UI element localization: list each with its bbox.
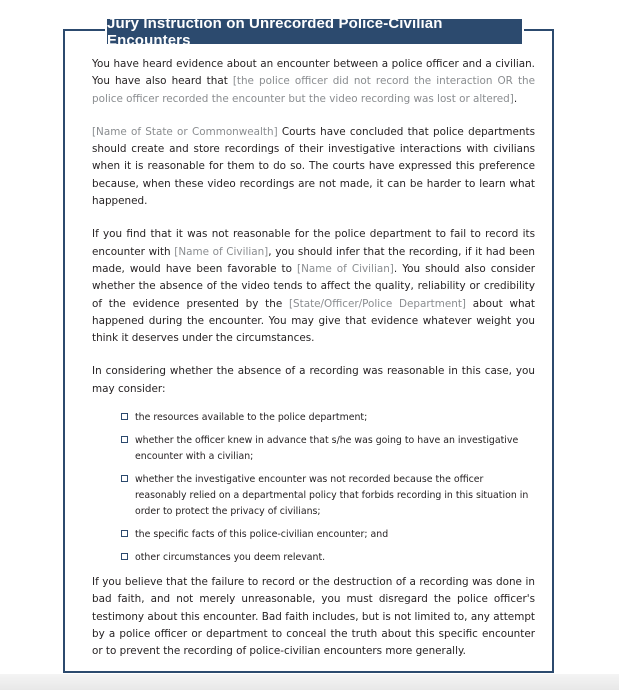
checkbox-icon [121, 413, 128, 420]
instruction-body [92, 56, 535, 661]
checkbox-icon [121, 553, 128, 560]
placeholder-circumstance: [the police officer did not record the interaction OR the police officer recorded the encounter but the video recording was lost or altered] [92, 75, 535, 105]
list-item-text: the resources available to the police department; [135, 412, 368, 424]
paragraph-bad-faith: If you believe that the failure to record or the destruction of a recording was done in bad faith, and not merely unreasonable, you must disregard the police officer's testimony about this encounter. Bad faith includes, but is not limited to, any attempt by a police officer or department to conceal the truth about this specific encounter or to prevent the recording of police-civilian encounters more generally. [92, 576, 535, 658]
paragraph-inference [92, 226, 535, 347]
intro-end: . [513, 92, 518, 105]
list-item [121, 433, 535, 465]
placeholder-party: [State/Officer/Police Department] [288, 297, 466, 310]
title-banner [105, 14, 524, 49]
list-item-text: the specific facts of this police-civilian encounter; and [135, 529, 389, 541]
intro-text: You have heard evidence about an encounter between a police officer and a civilian. You have also heard that [92, 58, 535, 88]
page-bottom-edge [0, 674, 619, 690]
list-item [121, 410, 535, 426]
courts-text: Courts have concluded that police departments should create and store recordings of their investigative interactions with civilians when it is reasonable for them to do so. The courts have expressed this preference because, when these video recordings are not made, it can be harder to learn what happened. [92, 125, 535, 208]
inference-text-4: about what happened during the encounter. You may give that evidence whatever weight you think it deserves under the circumstances. [92, 297, 535, 345]
inference-text-3: . You should also consider whether the absence of the video tends to affect the quality, reliability or credibility of the evidence presented by the [92, 262, 535, 310]
placeholder-state: [Name of State or Commonwealth] [92, 125, 278, 138]
list-item [121, 472, 535, 520]
inference-text-1: If you find that it was not reasonable for the police department to fail to record its encounter with [92, 228, 535, 258]
considerations-list [92, 410, 535, 566]
list-item-text: whether the officer knew in advance that s/he was going to have an investigative encounter with a civilian; [135, 435, 519, 463]
checkbox-icon [121, 475, 128, 482]
list-item-text: other circumstances you deem relevant. [135, 552, 326, 564]
list-item [121, 527, 535, 543]
page-title: Jury Instruction on Unrecorded Police-Civilian Encounters [107, 14, 443, 49]
inference-text-2: , you should infer that the recording, if it had been made, would have been favorable to [92, 245, 535, 275]
list-item-text: whether the investigative encounter was not recorded because the officer reasonably relied on a departmental policy that forbids recording in this situation in order to protect the privacy of civilians; [135, 474, 529, 518]
placeholder-civilian: [Name of Civilian] [174, 245, 269, 258]
placeholder-civilian-2: [Name of Civilian] [297, 262, 394, 275]
checkbox-icon [121, 436, 128, 443]
paragraph-intro [92, 56, 535, 108]
paragraph-courts [92, 124, 535, 210]
list-item [121, 550, 535, 566]
checkbox-icon [121, 530, 128, 537]
paragraph-consider: In considering whether the absence of a recording was reasonable in this case, you may consider: [92, 365, 535, 395]
